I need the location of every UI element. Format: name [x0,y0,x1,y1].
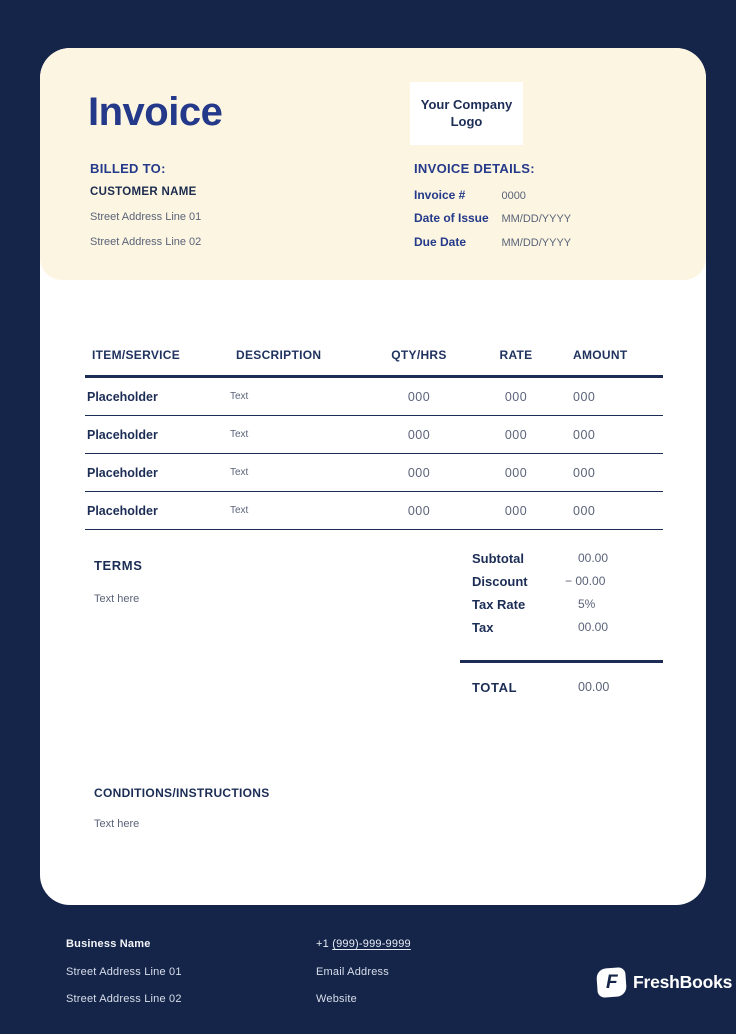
item-amount: 000 [573,503,596,518]
item-description: Text [230,467,249,478]
table-row [85,454,663,492]
tax-label: Tax [472,620,494,635]
due-date-label: Due Date [414,235,467,249]
company-logo-text: Your Company Logo [420,96,513,129]
item-qty: 000 [407,427,431,442]
item-rate: 000 [504,427,528,442]
date-of-issue-row [414,209,674,227]
column-header-rate: RATE [499,347,533,362]
discount-label: Discount [472,574,528,589]
total-label: TOTAL [472,680,518,695]
item-rate: 000 [504,503,528,518]
item-qty: 000 [407,503,431,518]
invoice-details-heading: INVOICE DETAILS: [414,161,535,176]
line-items-table [85,332,663,530]
discount-value: − 00.00 [565,574,606,588]
conditions-text: Text here [94,818,140,830]
freshbooks-wordmark: FreshBooks [633,972,733,992]
business-address-line-1: Street Address Line 01 [66,966,182,978]
invoice-number-label: Invoice # [414,188,466,202]
total-value: 00.00 [578,680,610,694]
item-description: Text [230,505,249,516]
date-of-issue-value: MM/DD/YYYY [501,213,572,225]
column-header-item-service: ITEM/SERVICE [92,347,181,362]
freshbooks-logo [597,968,732,997]
summary-section [472,551,672,643]
item-name: Placeholder [87,465,158,480]
due-date-row [414,233,674,251]
table-row [85,378,663,416]
column-header-amount: AMOUNT [573,347,628,362]
date-of-issue-label: Date of Issue [414,211,489,225]
terms-heading: TERMS [94,558,143,573]
freshbooks-icon: F [596,967,627,998]
due-date-value: MM/DD/YYYY [501,237,572,249]
item-qty: 000 [407,465,431,480]
tax-row [472,620,672,643]
phone-link[interactable]: +1 (999)-999-9999 [316,938,411,950]
item-qty: 000 [407,389,431,404]
invoice-header [40,48,706,280]
column-header-qty-hrs: QTY/HRS [391,347,447,362]
item-rate: 000 [504,389,528,404]
business-address-line-2: Street Address Line 02 [66,993,182,1005]
item-description: Text [230,391,249,402]
item-description: Text [230,429,249,440]
item-name: Placeholder [87,503,158,518]
email-address: Email Address [316,966,389,978]
invoice-title: Invoice [88,90,223,134]
item-amount: 000 [573,465,596,480]
tax-value: 00.00 [578,620,609,634]
company-logo-box [410,82,523,145]
business-name: Business Name [66,938,151,950]
billing-address-line-2: Street Address Line 02 [90,236,202,248]
item-amount: 000 [573,389,596,404]
table-row [85,416,663,454]
billing-address-line-1: Street Address Line 01 [90,211,202,223]
column-header-description: DESCRIPTION [236,347,322,362]
billed-to-heading: BILLED TO: [90,161,166,176]
subtotal-row [472,551,672,574]
website: Website [316,993,357,1005]
tax-rate-row [472,597,672,620]
customer-name: CUSTOMER NAME [90,186,197,198]
tax-rate-label: Tax Rate [472,597,526,612]
item-name: Placeholder [87,389,158,404]
invoice-number-value: 0000 [501,190,526,202]
table-row [85,492,663,530]
total-divider [460,660,663,663]
table-header-row [85,332,663,378]
invoice-number-row [414,186,674,204]
terms-text: Text here [94,593,140,605]
invoice-card [40,48,706,905]
tax-rate-value: 5% [578,597,596,611]
item-amount: 000 [573,427,596,442]
item-rate: 000 [504,465,528,480]
subtotal-value: 00.00 [578,551,609,565]
total-row [472,680,609,695]
subtotal-label: Subtotal [472,551,524,566]
discount-row [472,574,672,597]
item-name: Placeholder [87,427,158,442]
conditions-heading: CONDITIONS/INSTRUCTIONS [94,786,270,800]
